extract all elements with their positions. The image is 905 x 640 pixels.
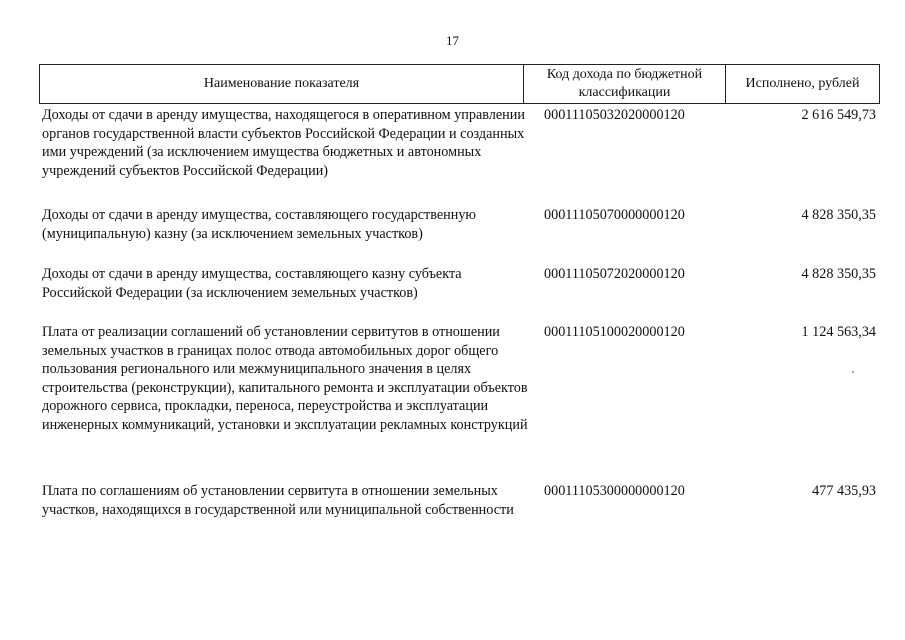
row-executed-amount: 477 435,93 — [812, 483, 876, 499]
row-budget-code: 00011105072020000120 — [544, 266, 685, 282]
header-indicator-name: Наименование показателя — [40, 65, 524, 104]
page-number: 17 — [446, 33, 459, 48]
row-executed-amount: 4 828 350,35 — [801, 266, 876, 282]
row-indicator-name: Доходы от сдачи в аренду имущества, составляющего государственную (муниципальную) казну (за исключением земельных участков) — [42, 207, 477, 242]
header-executed-amount: Исполнено, рублей — [726, 65, 880, 104]
row-budget-code: 00011105100020000120 — [544, 324, 685, 340]
row-executed-amount: 2 616 549,73 — [801, 107, 876, 123]
row-indicator-name: Плата от реализации соглашений об установлении сервитутов в отношении земельных участков в границах полос отвода автомобильных дорог общего пользования регионального или межмуниципального значения в целях строительства (реконструкции), капитального ремонта и эксплуатации объектов дорожного сервиса, прокладки, переноса, переустройства и эксплуатации инженерных коммуникаций, установки и эксплуатации рекламных конструкций — [42, 324, 528, 433]
row-indicator-name: Доходы от сдачи в аренду имущества, составляющего казну субъекта Российской Федерации (за исключением земельных участков) — [42, 266, 462, 301]
table-header — [39, 64, 880, 104]
row-executed-amount: 4 828 350,35 — [801, 207, 876, 223]
row-budget-code: 00011105300000000120 — [544, 483, 685, 499]
row-indicator-name: Плата по соглашениям об установлении сервитута в отношении земельных участков, находящихся в государственной или муниципальной собственности — [42, 483, 514, 518]
row-budget-code: 00011105032020000120 — [544, 107, 685, 123]
row-executed-amount: 1 124 563,34 — [801, 324, 876, 340]
row-budget-code: 00011105070000000120 — [544, 207, 685, 223]
header-budget-code: Код дохода по бюджетной классификации — [524, 65, 726, 104]
row-indicator-name: Доходы от сдачи в аренду имущества, находящегося в оперативном управлении органов государственной власти субъектов Российской Федерации и созданных ими учреждений (за исключением имущества бюджетных и автономных учреждений субъектов Российской Федерации) — [42, 107, 525, 179]
scan-speck — [852, 371, 854, 373]
